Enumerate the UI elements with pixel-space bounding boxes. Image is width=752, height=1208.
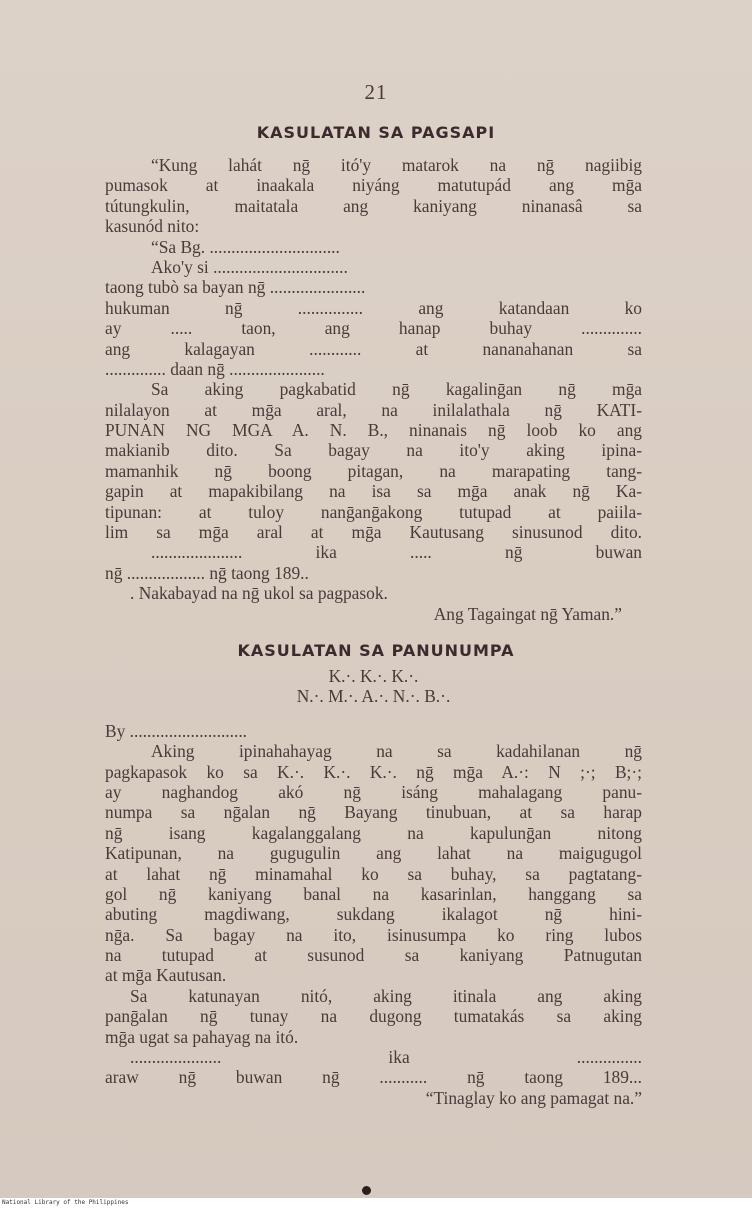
text-line: .............. daan nḡ ...................... (105, 358, 325, 379)
text-line: hukuman nḡ ............... ang katandaan ko (105, 297, 642, 318)
ink-dot (362, 1186, 371, 1195)
text-line: gapin at mapakibilang na isa sa mḡa anak nḡ Ka- (105, 481, 642, 502)
text-line: tútungkulin, maitatala ang kaniyang ninanasâ sa (105, 195, 642, 216)
section-pagsapi-body (105, 155, 642, 624)
subheading-kkk: K.·. K.·. K.·. (328, 666, 419, 686)
section-panunumpa-body (105, 666, 642, 1108)
section-title-pagsapi: KASULATAN SA PAGSAPI (256, 123, 496, 142)
text-line: Katipunan, na gugugulin ang lahat na maigugugol (105, 843, 642, 864)
text-line: kasunód nito: (105, 216, 200, 237)
text-line: mamanhik nḡ boong pitagan, na marapating tang- (105, 460, 642, 481)
spacer (105, 707, 642, 721)
subheading-nmanb: N.·. M.·. A.·. N.·. B.·. (296, 686, 451, 707)
text-line: Sa aking pagkabatid nḡ kagalinḡan nḡ mḡa (151, 379, 642, 400)
text-line: Sa katunayan nitó, aking itinala ang aking (130, 985, 642, 1006)
text-line: . Nakabayad na nḡ ukol sa pagpasok. (130, 583, 388, 604)
text-line: taong tubò sa bayan nḡ ...................... (105, 277, 366, 298)
text-line: panḡalan nḡ tunay na dugong tumatakás sa aking (105, 1006, 642, 1027)
text-line: pumasok at inaakala niyáng matutupád ang mḡa (105, 175, 642, 196)
text-line: at lahat nḡ minamahal ko sa buhay, sa pagtatang- (105, 863, 642, 884)
page-number: 21 (364, 80, 388, 104)
text-line: makianib dito. Sa bagay na ito'y aking ipina- (105, 440, 642, 461)
text-line: Aking ipinahahayag na sa kadahilanan nḡ (151, 741, 642, 762)
text-line: pagkapasok ko sa K.·. K.·. K.·. nḡ mḡa A.·: N ;·; B;·; (105, 761, 642, 782)
signature-treasurer: Ang Tagaingat nḡ Yaman.” (433, 603, 622, 624)
text-line: tipunan: at tuloy nanḡanḡakong tutupad at paiila- (105, 501, 642, 522)
text-line: lim sa mḡa aral at mḡa Kautusang sinusunod dito. (105, 522, 642, 543)
text-line: By ........................... (105, 720, 248, 741)
text-line: ..................... ika ..... nḡ buwan (151, 542, 642, 563)
text-line: gol nḡ kaniyang banal na kasarinlan, hanggang sa (105, 883, 642, 904)
text-line: PUNAN NG MGA A. N. B., ninanais nḡ loob ko ang (105, 420, 642, 441)
text-line: nḡ .................. nḡ taong 189.. (105, 562, 309, 583)
text-line: nḡ isang kagalanggalang na kapulunḡan nitong (105, 822, 642, 843)
text-line: ang kalagayan ............ at nananahanan sa (105, 338, 642, 359)
text-line: nḡa. Sa bagay na ito, isinusumpa ko ring lubos (105, 924, 642, 945)
text-line: abuting magdiwang, sukdang ikalagot nḡ hini- (105, 904, 642, 925)
text-line: Ako'y si ............................... (151, 256, 348, 277)
text-line: numpa sa nḡalan nḡ Bayang tinubuan, at sa harap (105, 802, 642, 823)
closing-statement: “Tinaglay ko ang pamagat na.” (425, 1087, 642, 1108)
text-line: ay naghandog akó nḡ isáng mahalagang panu- (105, 781, 642, 802)
text-line: ay ..... taon, ang hanap buhay .............. (105, 318, 642, 339)
text-line: mḡa ugat sa pahayag na itó. (105, 1026, 299, 1047)
text-line: “Kung lahát nḡ itó'y matarok na nḡ nagiibig (151, 155, 642, 175)
text-line: at mḡa Kautusan. (105, 965, 227, 986)
text-line: na tutupad at susunod sa kaniyang Patnugutan (105, 945, 642, 966)
text-line: nilalayon at mḡa aral, na inilalathala nḡ KATI- (105, 399, 642, 420)
section-title-panunumpa: KASULATAN SA PANUNUMPA (237, 641, 515, 660)
text-line: “Sa Bg. .............................. (151, 236, 340, 257)
text-line: ..................... ika ............... (130, 1047, 642, 1068)
text-line: araw nḡ buwan nḡ ........... nḡ taong 189... (105, 1067, 642, 1088)
library-footer: National Library of the Philippines (0, 1198, 752, 1208)
